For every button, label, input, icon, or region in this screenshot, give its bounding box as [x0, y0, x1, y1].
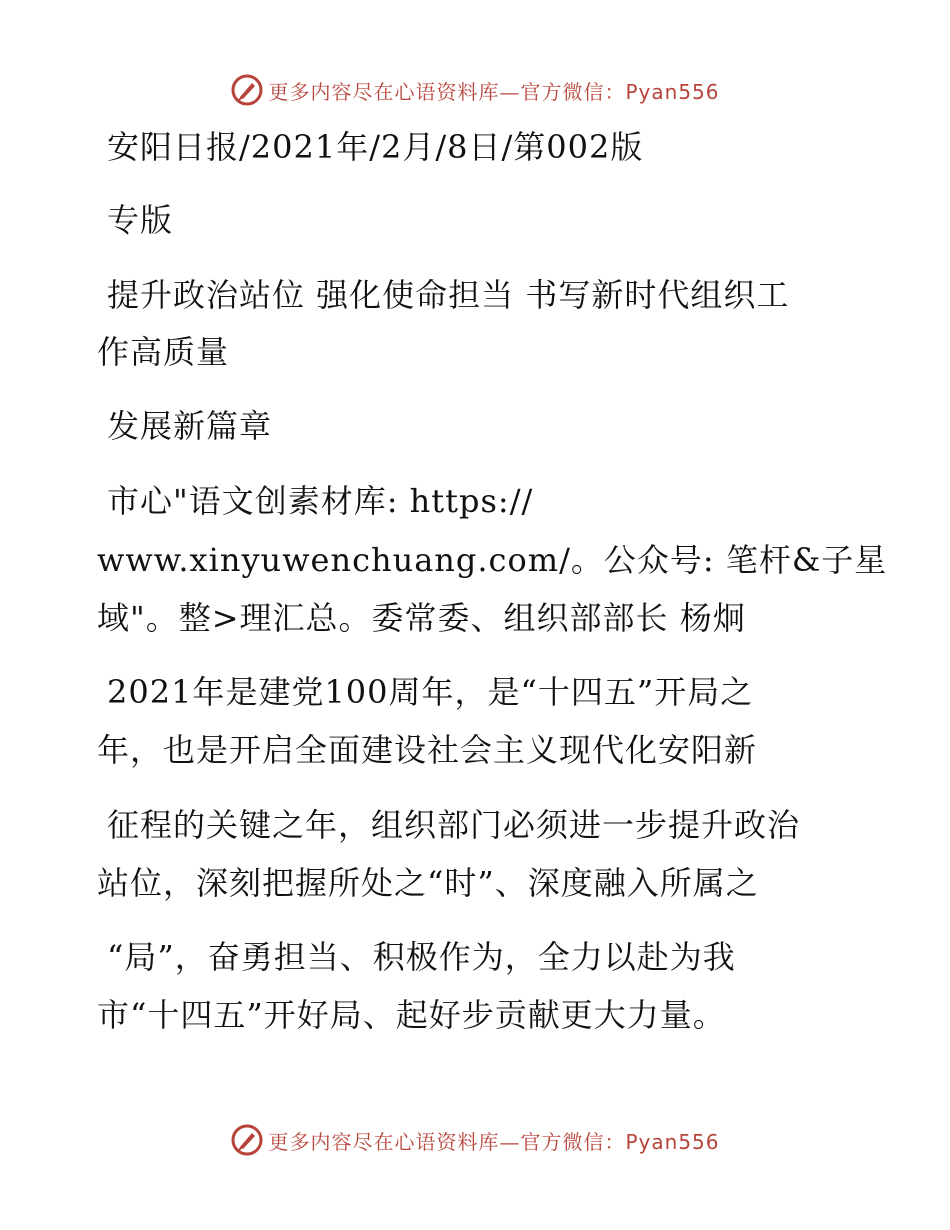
article-line-body-4: 2021年是建党100周年，是“十四五”开局之: [107, 673, 754, 711]
watermark-text: [268, 76, 719, 105]
watermark-separator: —官方微信：: [499, 79, 626, 104]
article-line-body-3: 域"。整>理汇总。委常委、组织部部长 杨炯: [97, 599, 746, 637]
watermark-text: [268, 1126, 719, 1155]
article-line-body-6: 征程的关键之年，组织部门必须进一步提升政治: [107, 806, 801, 844]
article-line-body-1: 市心"语文创素材库: https://: [107, 482, 534, 520]
watermark-separator: —官方微信：: [499, 1129, 626, 1154]
article-line-title-2: 作高质量: [97, 333, 230, 371]
article-line-source: 安阳日报/2021年/2月/8日/第002版: [107, 128, 644, 166]
article-line-section: 专版: [107, 201, 174, 239]
watermark-banner-top: [0, 70, 950, 110]
article-line-body-2: www.xinyuwenchuang.com/。公众号: 笔杆&子星: [97, 541, 888, 579]
watermark-wechat-id: Pyan556: [625, 1129, 720, 1154]
article-line-body-9: 市“十四五”开好局、起好步贡献更大力量。: [97, 996, 726, 1034]
quill-logo-icon: [230, 1123, 264, 1157]
article-line-title-3: 发展新篇章: [107, 407, 273, 445]
article-line-body-8: “局”，奋勇担当、积极作为，全力以赴为我: [107, 938, 736, 976]
article-line-title-1: 提升政治站位 强化使命担当 书写新时代组织工: [107, 276, 790, 314]
article-line-body-7: 站位，深刻把握所处之“时”、深度融入所属之: [97, 864, 759, 902]
watermark-label: 更多内容尽在心语资料库: [268, 79, 500, 104]
quill-logo-icon: [230, 73, 264, 107]
watermark-label: 更多内容尽在心语资料库: [268, 1129, 500, 1154]
article-line-body-5: 年，也是开启全面建设社会主义现代化安阳新: [97, 731, 758, 769]
watermark-banner-bottom: [0, 1120, 950, 1160]
watermark-wechat-id: Pyan556: [625, 79, 720, 104]
